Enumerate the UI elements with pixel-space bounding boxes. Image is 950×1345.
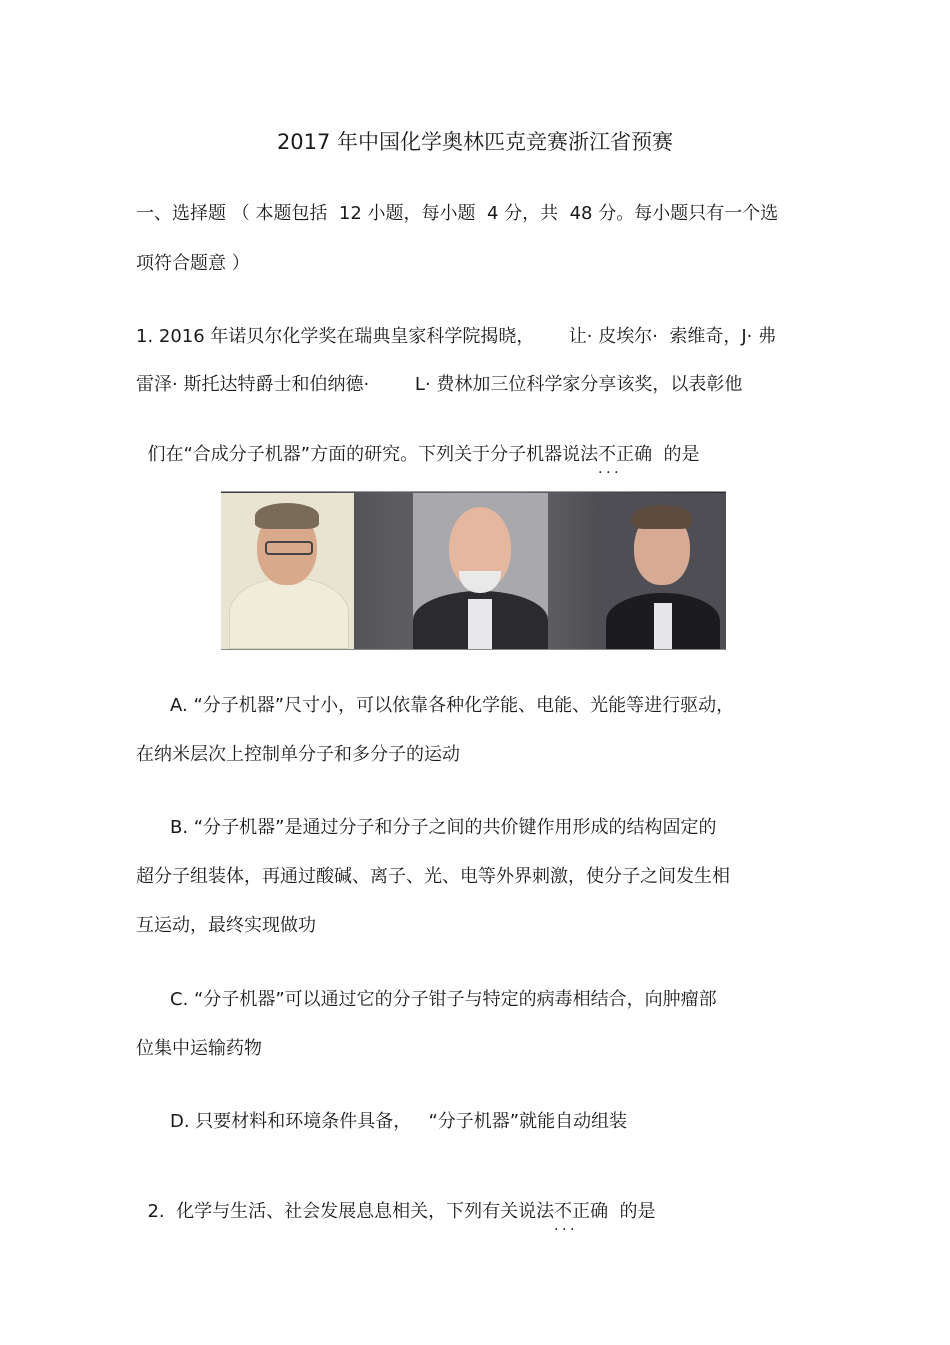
q1-option-c-line-2: 位集中运输药物	[136, 1038, 262, 1059]
q2-emphasis-not-correct: 不正确 ．．．	[554, 1200, 608, 1224]
q2-stem-end: 的是	[608, 1201, 656, 1222]
page-title: 2017 年中国化学奥林匹克竞赛浙江省预赛	[276, 130, 674, 154]
q1-option-a-line-1: A. “分子机器”尺寸小，可以依靠各种化学能、电能、光能等进行驱动，	[170, 695, 735, 716]
laureate-photo-1	[221, 493, 354, 649]
q1-option-b-line-2: 超分子组装体，再通过酸碱、离子、光、电等外界刺激，使分子之间发生相	[136, 866, 730, 887]
q1-emphasis-not-correct: 不正确 ．．．	[598, 443, 652, 467]
section-heading-line-1: 一、选择题 （ 本题包括 12 小题，每小题 4 分，共 48 分。每小题只有一个选	[136, 203, 779, 224]
laureate-photo-3	[600, 493, 726, 649]
laureates-photo	[221, 491, 726, 650]
q1-line-1: 1. 2016 年诺贝尔化学奖在瑞典皇家科学院揭晓， 让· 皮埃尔· 索维奇，J· 弗	[136, 326, 777, 347]
q1-option-c-line-1: C. “分子机器”可以通过它的分子钳子与特定的病毒相结合，向肿瘤部	[170, 989, 717, 1010]
q1-option-a-line-2: 在纳米层次上控制单分子和多分子的运动	[136, 744, 460, 765]
q1-option-b-line-3: 互运动，最终实现做功	[136, 915, 316, 936]
q2-stem-text: 2. 化学与生活、社会发展息息相关，下列有关说法	[147, 1201, 555, 1222]
laureate-photo-2	[413, 493, 548, 649]
q1-line-2: 雷泽· 斯托达特爵士和伯纳德· L· 费林加三位科学家分享该奖，以表彰他	[136, 374, 743, 395]
q1-line-3-end: 的是	[652, 444, 700, 465]
q1-line-3-text: 们在“合成分子机器”方面的研究。下列关于分子机器说法	[147, 444, 599, 465]
q1-line-3	[136, 419, 700, 467]
q1-option-b-line-1: B. “分子机器”是通过分子和分子之间的共价键作用形成的结构固定的	[170, 817, 717, 838]
q1-option-d: D. 只要材料和环境条件具备， “分子机器”就能自动组装	[170, 1111, 628, 1132]
section-heading-line-2: 项符合题意 ）	[136, 253, 250, 274]
q2-stem	[136, 1176, 656, 1224]
